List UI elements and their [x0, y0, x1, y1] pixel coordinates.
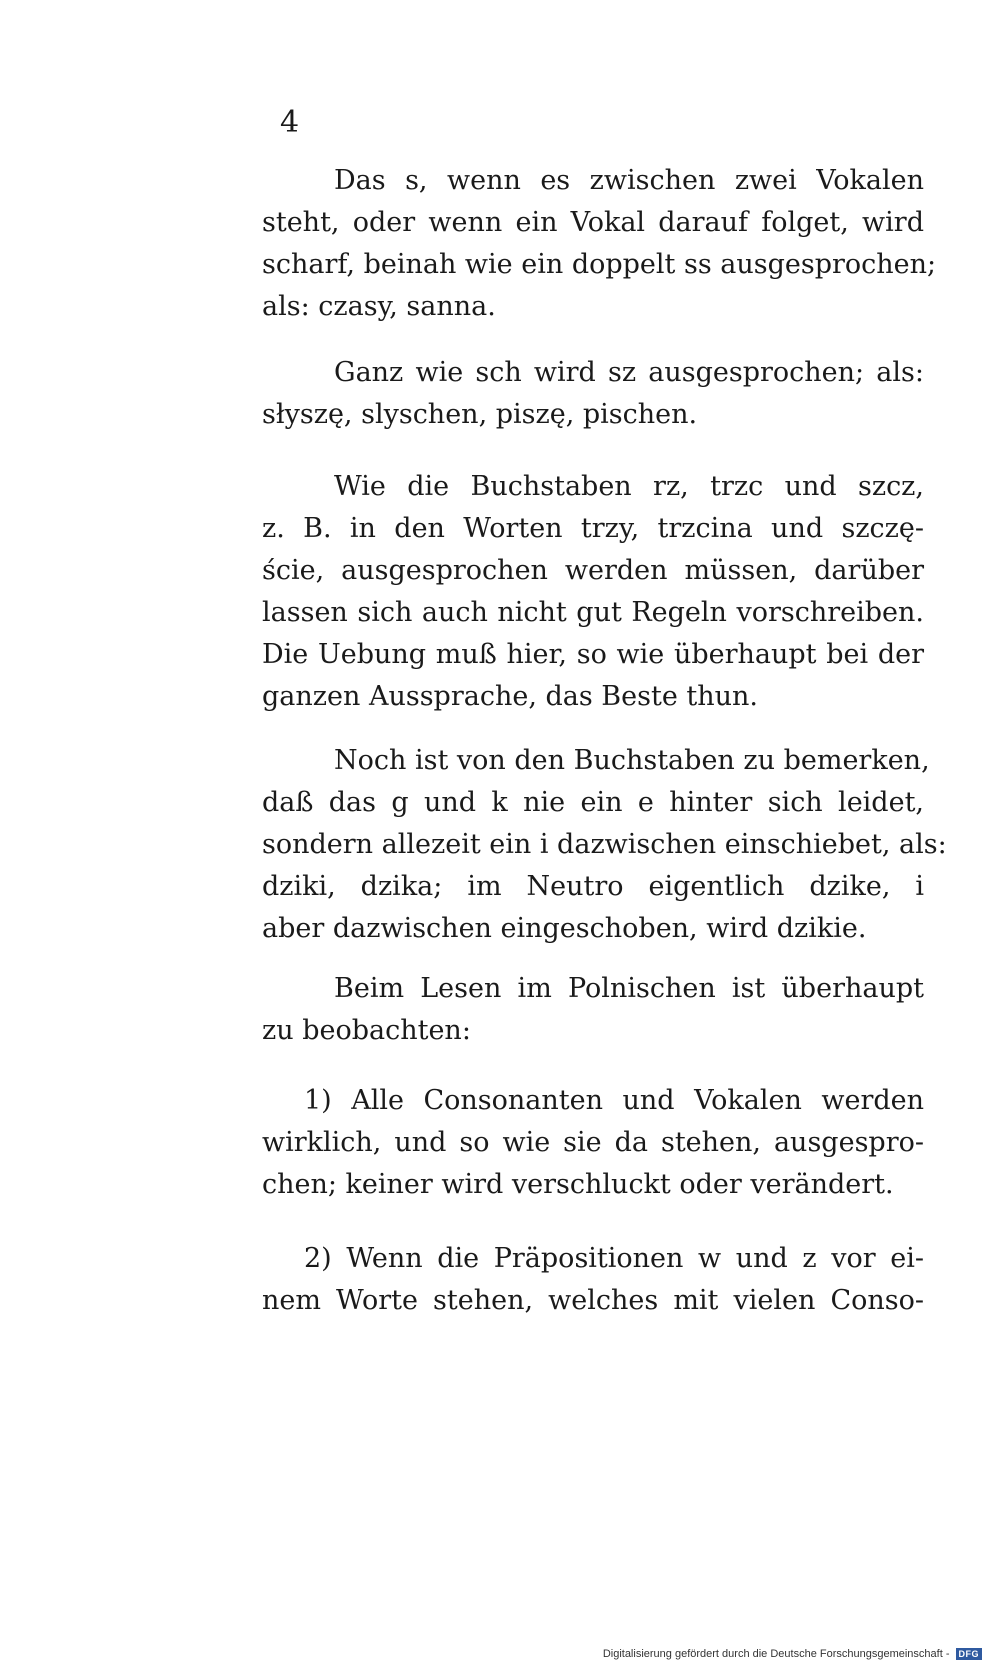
page-number: 4: [280, 105, 300, 140]
dfg-logo: DFG: [956, 1648, 983, 1660]
paragraph-1: [262, 160, 937, 328]
text-line: nem Worte stehen, welches mit vielen Conso-: [262, 1285, 924, 1316]
text-line: steht, oder wenn ein Vokal darauf folget, wird: [262, 207, 924, 238]
text-line: chen; keiner wird verschluckt oder verändert.: [262, 1169, 894, 1200]
text-line: słyszę, slyschen, piszę, pischen.: [262, 399, 698, 430]
paragraph-4: [262, 740, 947, 950]
text-line: Noch ist von den Buchstaben zu bemerken,: [334, 745, 930, 776]
text-line: zu beobachten:: [262, 1015, 471, 1046]
text-line: scharf, beinah wie ein doppelt ss ausgesprochen;: [262, 249, 937, 280]
paragraph-3: [262, 466, 924, 718]
text-line: ganzen Aussprache, das Beste thun.: [262, 681, 758, 712]
credit-text: Digitalisierung gefördert durch die Deutsche Forschungsgemeinschaft -: [602, 1648, 950, 1660]
paragraph-7: [262, 1238, 924, 1322]
text-line: ście, ausgesprochen werden müssen, darüber: [262, 555, 924, 586]
text-line: Das s, wenn es zwischen zwei Vokalen: [334, 165, 924, 196]
text-line: 1) Alle Consonanten und Vokalen werden: [304, 1085, 924, 1116]
text-line: lassen sich auch nicht gut Regeln vorschreiben.: [262, 597, 924, 628]
text-line: Wie die Buchstaben rz, trzc und szcz,: [334, 471, 924, 502]
text-line: Die Uebung muß hier, so wie überhaupt bei der: [262, 639, 924, 670]
paragraph-6: [262, 1080, 924, 1206]
text-line: aber dazwischen eingeschoben, wird dzikie.: [262, 913, 867, 944]
text-line: daß das g und k nie ein e hinter sich leidet,: [262, 787, 924, 818]
text-line: als: czasy, sanna.: [262, 291, 496, 322]
text-line: 2) Wenn die Präpositionen w und z vor ei-: [304, 1243, 924, 1274]
text-line: Beim Lesen im Polnischen ist überhaupt: [334, 973, 924, 1004]
digitization-credit: [603, 1648, 982, 1660]
paragraph-2: [262, 352, 924, 436]
text-line: Ganz wie sch wird sz ausgesprochen; als:: [334, 357, 924, 388]
text-line: dziki, dzika; im Neutro eigentlich dzike, i: [262, 871, 924, 902]
text-line: z. B. in den Worten trzy, trzcina und szczę-: [262, 513, 924, 544]
text-line: sondern allezeit ein i dazwischen einschiebet, als:: [262, 829, 947, 860]
text-line: wirklich, und so wie sie da stehen, ausgespro-: [262, 1127, 924, 1158]
paragraph-5: [262, 968, 924, 1052]
